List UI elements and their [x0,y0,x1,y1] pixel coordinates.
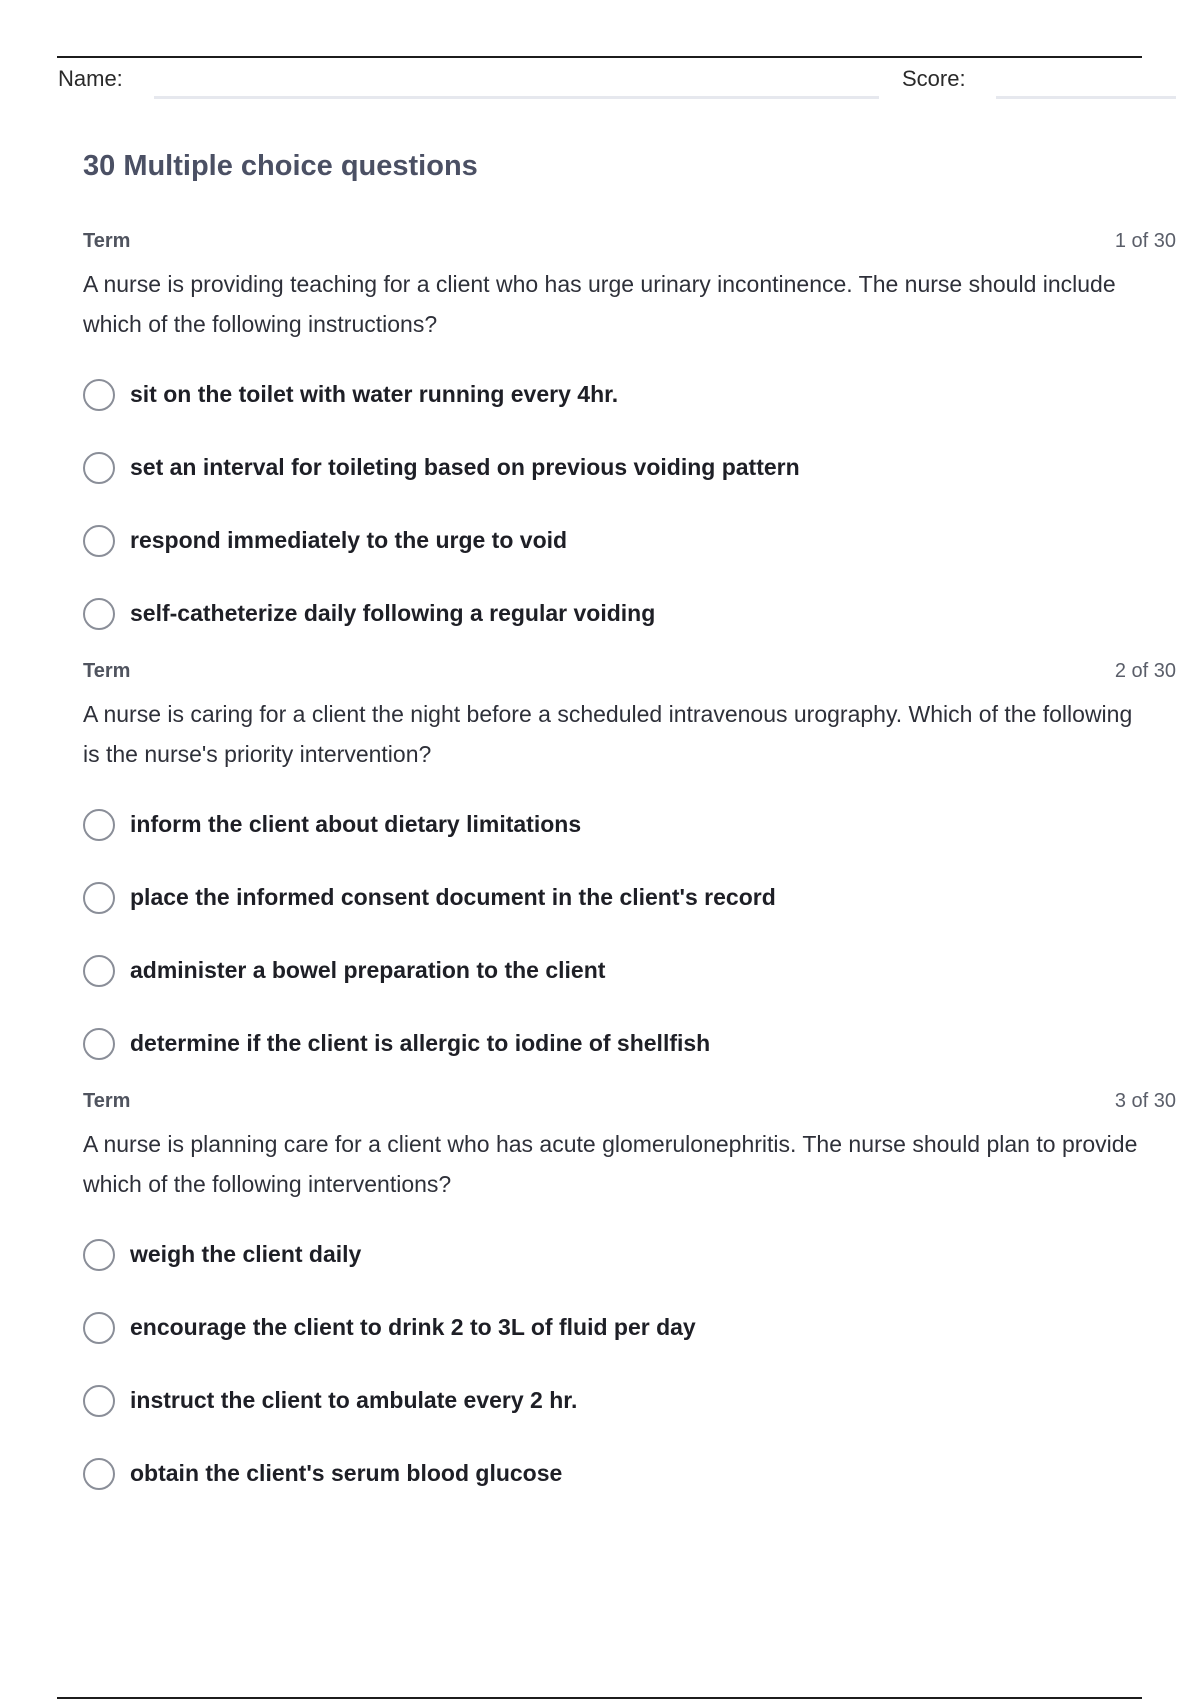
question-text: A nurse is providing teaching for a client who has urge urinary incontinence. The nurse should include which of the following instructions? [83,271,1116,337]
answer-option[interactable] [83,577,1176,650]
header-fields [0,62,1200,102]
answer-option[interactable] [83,1007,1176,1080]
answer-label: encourage the client to drink 2 to 3L of fluid per day [130,1314,696,1340]
answer-label: inform the client about dietary limitations [130,811,582,837]
section-title: 30 Multiple choice questions [83,150,478,182]
question-text: A nurse is caring for a client the night before a scheduled intravenous urography. Which of the following is the nurse's priority intervention? [83,701,1133,767]
answer-label: place the informed consent document in the client's record [130,884,776,910]
answer-option[interactable] [83,1218,1176,1291]
question-2 [83,656,1176,1086]
radio-button[interactable] [83,1385,115,1417]
answer-option[interactable] [83,358,1176,431]
answer-option[interactable] [83,861,1176,934]
answer-options [83,1218,1176,1510]
answer-options [83,358,1176,650]
answer-label: weigh the client daily [130,1241,362,1267]
score-label: Score: [902,66,966,91]
question-header [83,1086,1176,1116]
term-label: Term [83,1090,131,1112]
radio-button[interactable] [83,525,115,557]
answer-label: set an interval for toileting based on previous voiding pattern [130,454,800,480]
radio-button[interactable] [83,1458,115,1490]
radio-button[interactable] [83,598,115,630]
radio-button[interactable] [83,379,115,411]
question-text: A nurse is planning care for a client who has acute glomerulonephritis. The nurse should plan to provide which of the following interventions? [83,1131,1138,1197]
answer-option[interactable] [83,934,1176,1007]
answer-options [83,788,1176,1080]
answer-option[interactable] [83,431,1176,504]
answer-label: obtain the client's serum blood glucose [130,1460,563,1486]
radio-button[interactable] [83,955,115,987]
question-counter: 3 of 30 [1114,1090,1176,1112]
answer-label: self-catheterize daily following a regular voiding [130,600,656,626]
question-1 [83,226,1176,656]
radio-button[interactable] [83,1028,115,1060]
question-counter: 1 of 30 [1114,230,1176,252]
score-field[interactable] [996,96,1176,99]
name-field[interactable] [154,96,879,99]
radio-button[interactable] [83,1312,115,1344]
answer-label: instruct the client to ambulate every 2 hr. [130,1387,578,1413]
radio-button[interactable] [83,809,115,841]
term-label: Term [83,230,131,252]
answer-option[interactable] [83,504,1176,577]
answer-option[interactable] [83,1364,1176,1437]
radio-button[interactable] [83,452,115,484]
name-label: Name: [58,66,123,91]
question-list [83,226,1176,1516]
answer-option[interactable] [83,1437,1176,1510]
radio-button[interactable] [83,1239,115,1271]
top-divider [57,56,1142,58]
question-counter: 2 of 30 [1114,660,1176,682]
term-label: Term [83,660,131,682]
answer-label: sit on the toilet with water running every 4hr. [130,381,619,407]
answer-option[interactable] [83,788,1176,861]
question-header [83,656,1176,686]
bottom-divider [57,1697,1142,1699]
answer-label: administer a bowel preparation to the client [130,957,606,983]
radio-button[interactable] [83,882,115,914]
answer-option[interactable] [83,1291,1176,1364]
question-3 [83,1086,1176,1516]
answer-label: respond immediately to the urge to void [130,527,568,553]
question-header [83,226,1176,256]
answer-label: determine if the client is allergic to iodine of shellfish [130,1030,711,1056]
